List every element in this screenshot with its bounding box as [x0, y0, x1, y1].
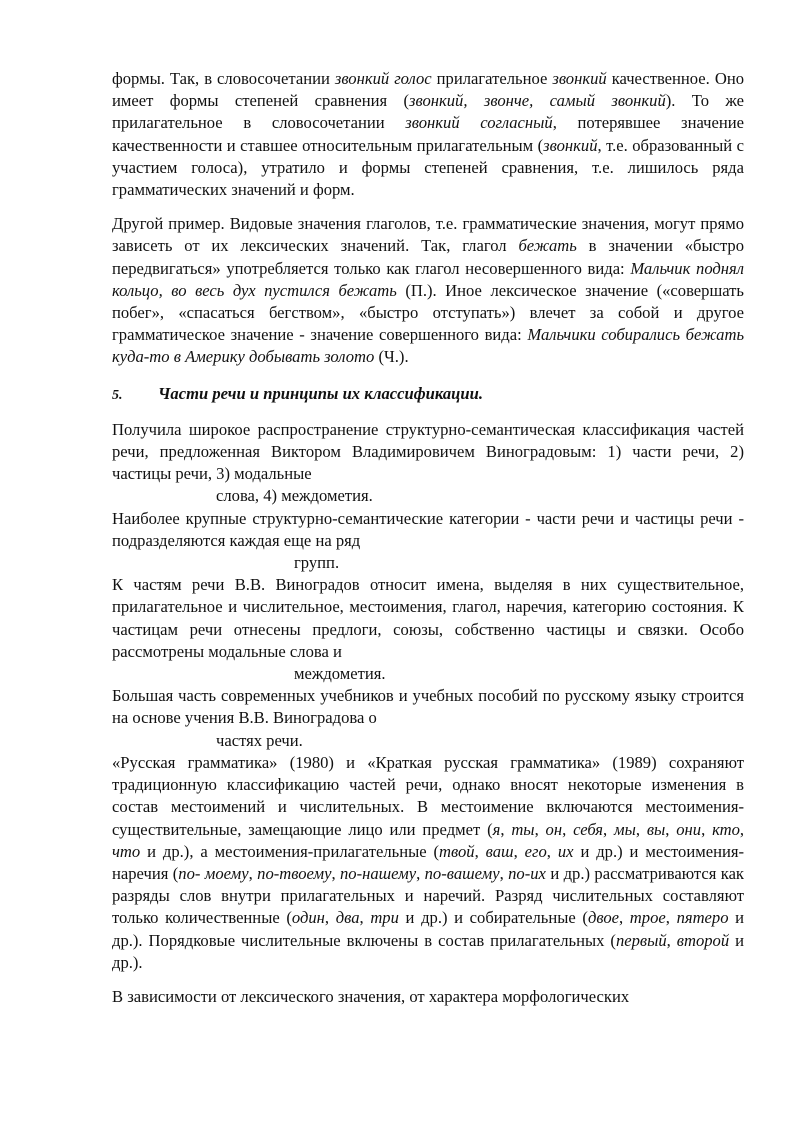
text-run: ,: [500, 819, 512, 839]
italic-text-run: его: [524, 841, 547, 861]
paragraph-6-line-2: частях речи.: [216, 730, 303, 750]
italic-text-run: пятеро: [676, 908, 729, 928]
text-run: и др.) и собирательные (: [398, 908, 588, 928]
text-run: ,: [474, 841, 486, 861]
paragraph-5-line-2: междометия.: [294, 664, 386, 684]
paragraph-7: [112, 752, 744, 974]
text-run: ,: [562, 819, 574, 839]
italic-text-run: по-твоему: [257, 863, 332, 883]
italic-text-run: по-вашему: [424, 863, 500, 883]
section-title: Части речи и принципы их классификации.: [158, 383, 484, 403]
text-run: ,: [546, 841, 558, 861]
italic-text-run: звонкий: [543, 135, 598, 155]
italic-text-run: три: [370, 908, 399, 928]
text-run: ,: [603, 819, 614, 839]
text-run: ,: [513, 841, 525, 861]
text-run: ,: [665, 908, 677, 928]
paragraph-3-line-2: слова, 4) междометия.: [216, 486, 373, 506]
paragraph-4: [112, 508, 744, 575]
text-run: (Ч.).: [374, 347, 409, 367]
italic-text-run: Мальчики собирались бежать куда-то в Америку добывать золото: [112, 325, 744, 367]
paragraph-4-line-1: Наиболее крупные структурно-семантические категории - части речи и частицы речи - подразделяются каждая еще на ряд: [112, 508, 744, 550]
text-run: ,: [331, 863, 340, 883]
italic-text-run: мы: [614, 819, 636, 839]
italic-text-run: что: [112, 841, 141, 861]
text-run: ). То же прилагательное в словосочетании: [112, 91, 744, 133]
italic-text-run: второй: [676, 930, 730, 950]
text-run: ,: [701, 819, 713, 839]
paragraph-3-line-1: Получила широкое распространение структурно-семантическая классификация частей речи, предложенная Виктором Владимировичем Виноградовым: 1) части речи, 2) частицы речи, 3) модальные: [112, 419, 744, 484]
text-run: ,: [248, 863, 258, 883]
text-run: и др.). Порядковые числительные включены в состав прилагательных (: [112, 908, 745, 950]
text-run: формы. Так, в словосочетании: [112, 69, 335, 88]
text-run: (П.). Иное лексическое значение («совершать побег», «спасаться бегством», «быстро отступать») влечет за собой и другое грамматическое значение - значение совершенного вида:: [112, 280, 744, 345]
text-run: и др.).: [112, 930, 745, 972]
paragraph-6-line-1: Большая часть современных учебников и учебных пособий по русскому языку строится на основе учения В.В. Виноградова о: [112, 686, 744, 728]
italic-text-run: по- моему: [178, 863, 249, 883]
italic-text-run: кто: [712, 819, 740, 839]
paragraph-2: [112, 213, 744, 368]
paragraph-5-line-1: К частям речи В.В. Виноградов относит имена, выделяя в них существительное, прилагательное и числительное, местоимения, глагол, наречия, категорию состояния. К частицам речи отнесены предлоги, союзы, собственно частицы и связки. Особо рассмотрены модальные слова и: [112, 575, 744, 661]
italic-text-run: по-их: [508, 863, 546, 883]
italic-text-run: двое: [587, 908, 619, 928]
paragraph-4-line-2: групп.: [294, 553, 340, 573]
paragraph-1: [112, 68, 744, 201]
text-run: ,: [739, 819, 745, 839]
section-heading: [112, 383, 744, 407]
italic-text-run: бежать: [518, 236, 577, 256]
paragraph-3: [112, 419, 744, 508]
paragraph-8: В зависимости от лексического значения, от характера морфологических: [112, 986, 630, 1006]
text-run: ,: [324, 908, 336, 928]
italic-text-run: трое: [629, 908, 666, 928]
italic-text-run: звонкий: [552, 69, 607, 88]
italic-text-run: звонкий голос: [334, 69, 432, 88]
text-run: ,: [635, 819, 647, 839]
italic-text-run: себя: [573, 819, 604, 839]
italic-text-run: звонкий, звонче, самый звонкий: [409, 91, 666, 111]
italic-text-run: первый: [615, 930, 667, 950]
italic-text-run: я: [492, 819, 501, 839]
text-run: «Русская грамматика» (1980) и «Краткая русская грамматика» (1989) сохраняют традиционную классификацию частей речи, однако вносят некоторые изменения в состав местоимений и числительных. В местоимение включаются местоимения- существительные, замещающие лицо или предмет (: [112, 752, 744, 839]
document-page: [112, 68, 744, 1008]
text-run: ,: [665, 819, 677, 839]
italic-text-run: твой: [439, 841, 475, 861]
italic-text-run: Мальчик поднял кольцо, во весь дух пустился бежать: [112, 258, 744, 300]
text-run: и др.) рассматриваются как разряды слов внутри прилагательных и наречий. Разряд числительных составляют только количественные (: [112, 863, 744, 928]
text-run: ,: [618, 908, 630, 928]
text-run: ,: [534, 819, 546, 839]
text-run: ,: [666, 930, 677, 950]
text-run: и др.), а местоимения-прилагательные (: [140, 841, 440, 861]
text-run: ,: [359, 908, 371, 928]
italic-text-run: один: [291, 908, 325, 928]
text-run: в значении «быстро передвигаться» употребляется только как глагол несовершенного вида:: [112, 236, 745, 278]
italic-text-run: вы: [646, 819, 666, 839]
text-run: и др.) и местоимения-наречия (: [112, 841, 744, 883]
italic-text-run: ваш: [485, 841, 514, 861]
text-run: Другой пример. Видовые значения глаголов, т.е. грамматические значения, могут прямо зависеть от их лексических значений. Так, глагол: [112, 214, 744, 256]
italic-text-run: их: [557, 841, 574, 861]
text-run: , т.е. образованный с участием голоса), утратило и формы степеней сравнения, т.е. лишилось ряда грамматических значений и форм.: [112, 135, 744, 200]
text-run: прилагательное: [431, 69, 553, 88]
text-run: , потерявшее значение качественности и ставшее относительным прилагательным (: [112, 113, 744, 155]
paragraph-6: [112, 685, 744, 752]
section-number: 5.: [112, 387, 123, 403]
italic-text-run: они: [676, 819, 702, 839]
text-run: ,: [416, 863, 425, 883]
italic-text-run: ты: [511, 819, 535, 839]
italic-text-run: по-нашему: [339, 863, 417, 883]
paragraph-5: [112, 574, 744, 685]
italic-text-run: звонкий согласный: [405, 113, 553, 133]
text-run: ,: [499, 863, 509, 883]
italic-text-run: он: [545, 819, 563, 839]
italic-text-run: два: [335, 908, 360, 928]
text-run: качественное. Оно имеет формы степеней сравнения (: [112, 69, 744, 111]
